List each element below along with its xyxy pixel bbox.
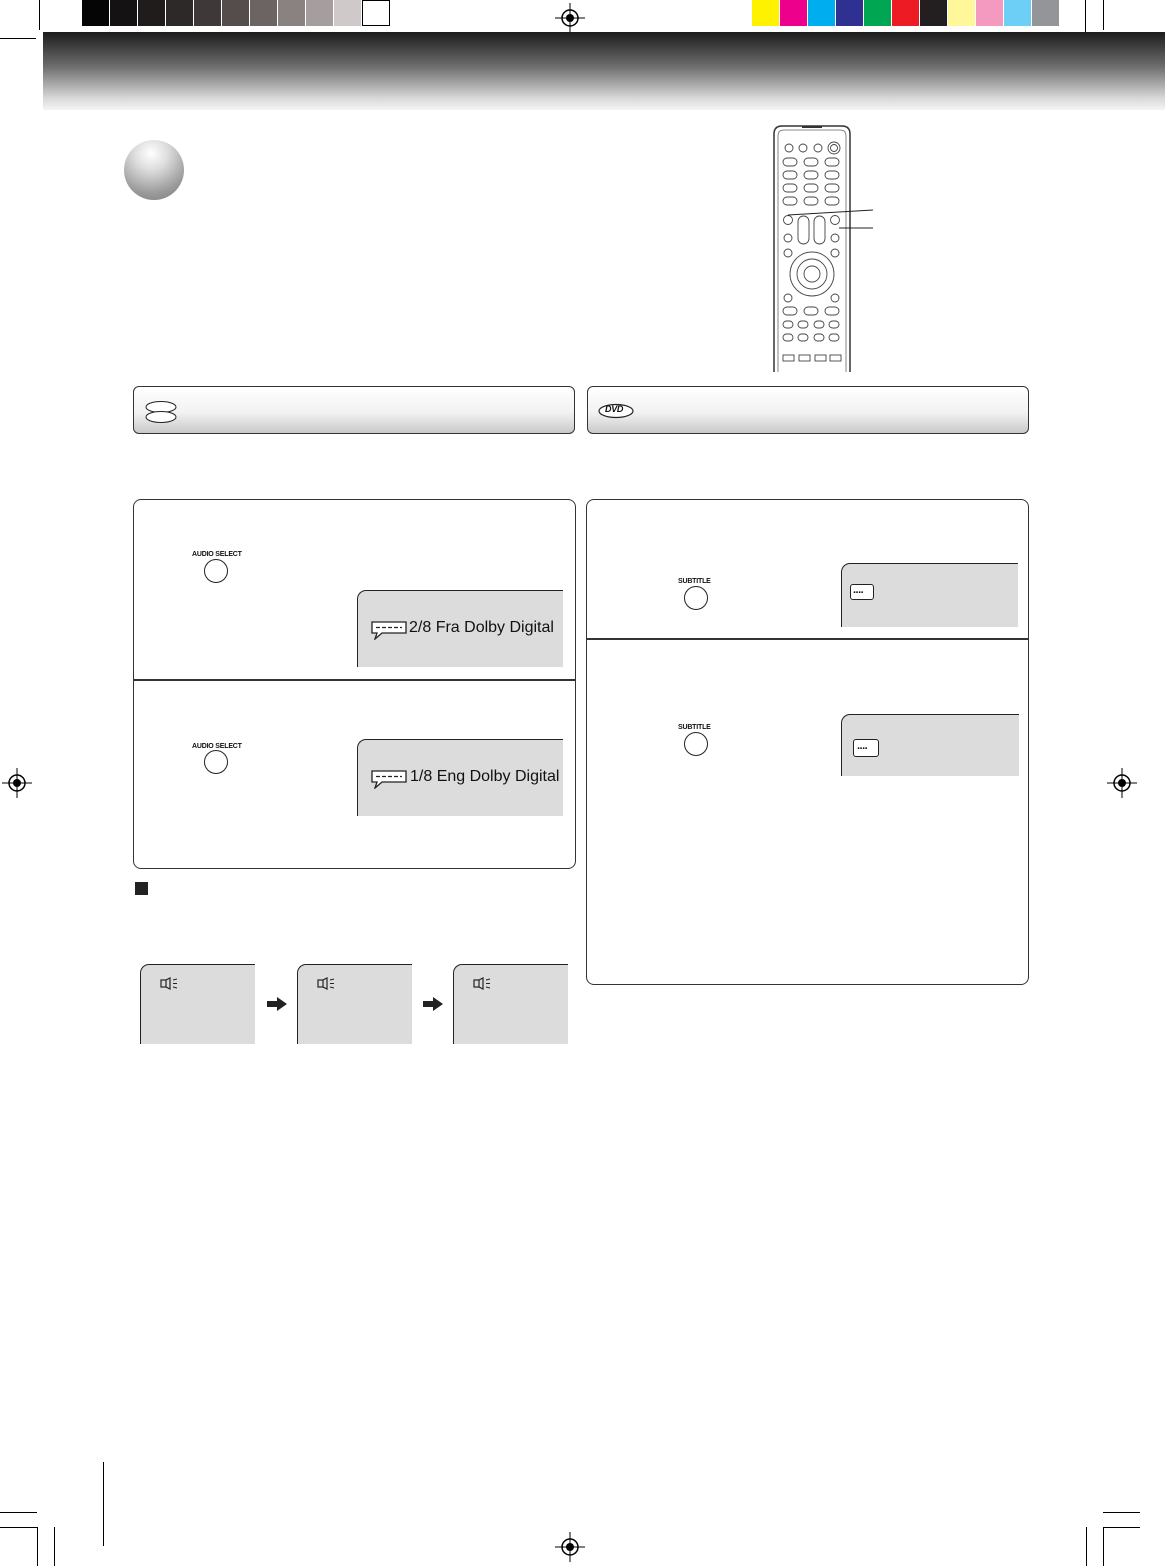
calibration-swatch [82,0,110,26]
calibration-swatch [222,0,250,26]
subtitle-button[interactable] [684,586,708,610]
registration-mark-icon [2,768,32,798]
audio-track-text: 1/8 Eng Dolby Digital [410,768,560,785]
crop-mark [37,1527,38,1566]
calibration-swatch [752,0,780,26]
crop-mark [103,1462,104,1546]
subtitle-icon: .... [853,739,879,757]
dvd-logo-text: DVD [605,404,624,414]
subtitle-caption: SUBTITLE [678,578,711,585]
registration-mark-icon [555,3,585,33]
audio-osd-screen [357,739,563,816]
subtitle-icon: .... [850,584,874,600]
audio-select-button[interactable] [204,750,228,774]
registration-mark-icon [1107,768,1137,798]
calibration-swatch [250,0,278,26]
calibration-swatch [306,0,334,26]
dvd-label-bar [587,386,1029,434]
audio-select-button[interactable] [204,559,228,583]
calibration-swatch [138,0,166,26]
crop-mark [1086,1527,1087,1566]
panel-divider [134,679,575,681]
crop-mark [0,1512,37,1513]
calibration-swatch [334,0,362,26]
crop-mark [1103,1512,1140,1513]
crop-mark [54,1527,55,1566]
calibration-swatch [194,0,222,26]
calibration-swatch [892,0,920,26]
section-ball-icon [124,140,184,200]
disc-type-label-bar [133,386,575,434]
speaker-icon [473,977,491,991]
audio-sequence-screen [297,964,412,1044]
audio-osd-screen [357,590,563,667]
crop-mark [1103,1527,1104,1566]
crop-mark [1103,0,1104,30]
audio-balloon-icon [370,620,408,640]
audio-select-caption: AUDIO SELECT [192,551,242,558]
calibration-swatch [1004,0,1032,26]
calibration-swatch [836,0,864,26]
crop-mark [1103,1527,1140,1528]
subtitle-button[interactable] [684,732,708,756]
calibration-swatch [976,0,1004,26]
disc-icon [144,400,178,424]
crop-mark [39,0,40,30]
subtitle-osd-screen [841,714,1019,776]
subtitle-osd-screen [841,563,1018,627]
calibration-swatch [1032,0,1060,26]
section-bullet [135,882,148,895]
audio-balloon-icon [370,769,408,789]
calibration-swatch [278,0,306,26]
calibration-swatch [166,0,194,26]
audio-select-caption: AUDIO SELECT [192,743,242,750]
page-header-band [43,32,1165,110]
panel-divider [587,638,1028,640]
arrow-right-icon [267,997,287,1011]
calibration-swatch [948,0,976,26]
calibration-swatch [780,0,808,26]
crop-mark [0,1527,37,1528]
speaker-icon [160,977,178,991]
subtitle-caption: SUBTITLE [678,724,711,731]
calibration-swatch [110,0,138,26]
audio-track-text: 2/8 Fra Dolby Digital [409,619,554,636]
calibration-swatch [808,0,836,26]
calibration-swatch [920,0,948,26]
speaker-icon [317,977,335,991]
calibration-swatch [362,0,390,26]
audio-sequence-screen [453,964,568,1044]
calibration-swatch [864,0,892,26]
remote-control-illustration [768,122,878,372]
arrow-right-icon [423,997,443,1011]
crop-mark [0,38,36,39]
registration-mark-icon [555,1532,585,1562]
audio-sequence-screen [140,964,255,1044]
